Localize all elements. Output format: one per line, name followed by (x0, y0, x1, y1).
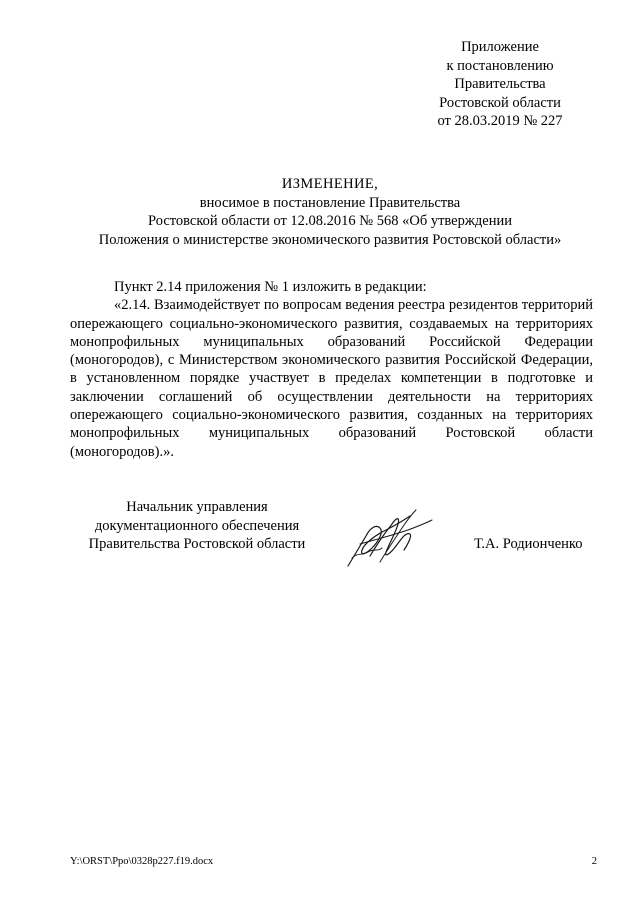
body-paragraph-amendment: «2.14. Взаимодействует по вопросам ведения реестра резидентов территорий опережающего социально-экономического развития, создаваемых на территориях монопрофильных муниципальных образований Российской Федерации (моногородов), с Министерством экономического развития Российской Федерации, в установленном порядке участвует в пределах компетенции в подготовке и заключении соглашений об осуществлении деятельности на территориях опережающего социально-экономического развития, созданных на территориях монопрофильных муниципальных образований Ростовской области (моногородов).». (70, 297, 593, 460)
footer-file-path: Y:\ORST\Ppo\0328p227.f19.docx (70, 856, 214, 867)
appendix-header (380, 38, 620, 131)
heading-line: Положения о министерстве экономического развития Ростовской области» (98, 231, 562, 248)
appendix-date-number: от 28.03.2019 № 227 (437, 113, 563, 129)
document-body (70, 278, 593, 461)
appendix-line: Ростовской области (439, 94, 561, 111)
appendix-line: Приложение (461, 39, 539, 55)
heading-line: вносимое в постановление Правительства (199, 194, 461, 211)
document-heading (40, 175, 620, 249)
signatory-position-line: Правительства Ростовской области (88, 536, 306, 552)
body-paragraph-intro: Пункт 2.14 приложения № 1 изложить в редакции: (114, 279, 427, 295)
signatory-position-line: Начальник управления (126, 499, 268, 515)
handwritten-signature (340, 506, 440, 572)
heading-title: ИЗМЕНЕНИЕ, (281, 176, 379, 192)
appendix-line: Правительства (454, 76, 546, 92)
heading-line: Ростовской области от 12.08.2016 № 568 «Об утверждении (148, 213, 512, 229)
signer-name: Т.А. Родионченко (474, 536, 583, 552)
signatory-position-line: документационного обеспечения (94, 517, 300, 534)
page-number: 2 (591, 856, 597, 867)
signatory-position (62, 498, 332, 554)
appendix-line: к постановлению (446, 57, 554, 74)
